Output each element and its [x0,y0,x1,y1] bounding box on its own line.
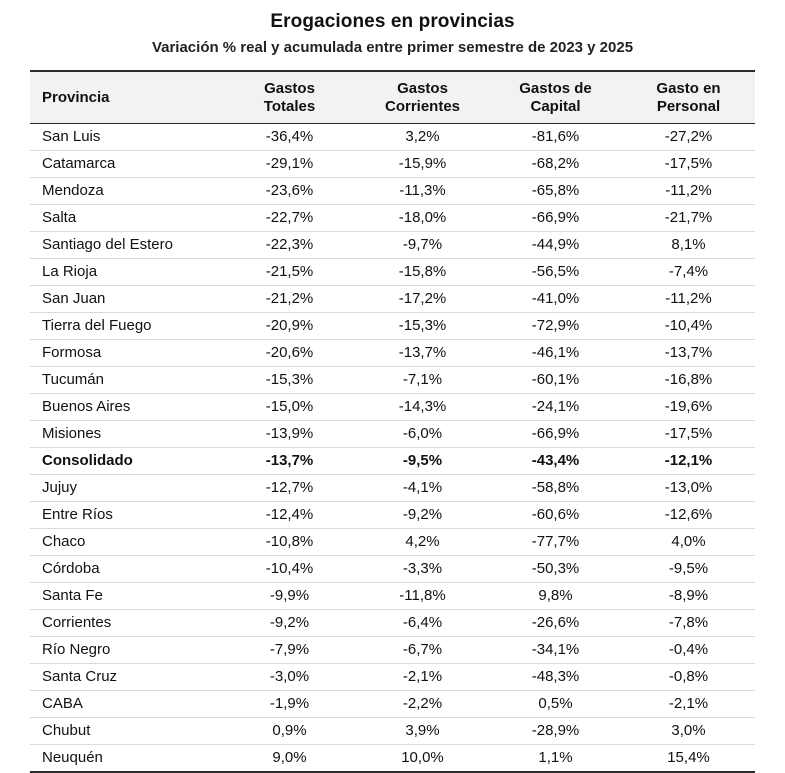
cell-gastos-totales: -21,5% [223,259,356,286]
cell-gastos-totales: -12,4% [223,502,356,529]
cell-gastos-capital: -66,9% [489,205,622,232]
table-row [30,610,755,637]
cell-gastos-totales: -23,6% [223,178,356,205]
cell-gastos-capital: -72,9% [489,313,622,340]
cell-gastos-corrientes: -9,2% [356,502,489,529]
cell-provincia: Consolidado [30,448,223,475]
cell-gastos-capital: -41,0% [489,286,622,313]
cell-gastos-totales: -7,9% [223,637,356,664]
cell-gasto-personal: 8,1% [622,232,755,259]
cell-provincia: Neuquén [30,745,223,773]
cell-gastos-totales: -22,7% [223,205,356,232]
table-header [30,71,755,124]
cell-gastos-totales: -36,4% [223,124,356,151]
cell-gasto-personal: 4,0% [622,529,755,556]
cell-gasto-personal: -11,2% [622,286,755,313]
table-body [30,124,755,773]
column-header-gastos-capital-line1: Gastos de [519,80,592,97]
cell-gastos-capital: -34,1% [489,637,622,664]
cell-gastos-totales: -9,2% [223,610,356,637]
table-row [30,556,755,583]
cell-provincia: Misiones [30,421,223,448]
table-row [30,529,755,556]
cell-gasto-personal: -9,5% [622,556,755,583]
cell-provincia: Salta [30,205,223,232]
cell-gasto-personal: -16,8% [622,367,755,394]
cell-gastos-corrientes: -2,2% [356,691,489,718]
cell-gastos-totales: -29,1% [223,151,356,178]
cell-gastos-totales: -3,0% [223,664,356,691]
table-row [30,421,755,448]
column-header-gastos-corrientes-line1: Gastos [397,80,448,97]
cell-gastos-corrientes: -15,8% [356,259,489,286]
column-header-provincia [30,71,223,124]
table-row [30,664,755,691]
table-row [30,502,755,529]
cell-gastos-corrientes: -6,0% [356,421,489,448]
table-row [30,367,755,394]
table-row [30,691,755,718]
column-header-gastos-totales-line1: Gastos [264,80,315,97]
cell-gasto-personal: -13,0% [622,475,755,502]
column-header-gasto-personal [622,71,755,124]
cell-gastos-capital: -28,9% [489,718,622,745]
table-row [30,124,755,151]
cell-gastos-capital: -66,9% [489,421,622,448]
cell-gastos-totales: -21,2% [223,286,356,313]
cell-gastos-corrientes: -14,3% [356,394,489,421]
cell-provincia: La Rioja [30,259,223,286]
cell-gasto-personal: 15,4% [622,745,755,773]
cell-gasto-personal: -8,9% [622,583,755,610]
cell-provincia: Córdoba [30,556,223,583]
cell-gastos-corrientes: -7,1% [356,367,489,394]
cell-gastos-capital: -60,1% [489,367,622,394]
cell-gastos-corrientes: -13,7% [356,340,489,367]
cell-gastos-corrientes: -15,3% [356,313,489,340]
table-row [30,448,755,475]
cell-provincia: Tucumán [30,367,223,394]
cell-gastos-capital: 1,1% [489,745,622,773]
cell-provincia: Chubut [30,718,223,745]
cell-gastos-capital: -48,3% [489,664,622,691]
table-container [30,70,755,773]
cell-gasto-personal: -0,4% [622,637,755,664]
cell-gastos-capital: -50,3% [489,556,622,583]
cell-provincia: Entre Ríos [30,502,223,529]
column-header-gastos-capital [489,71,622,124]
cell-gastos-corrientes: -6,7% [356,637,489,664]
cell-gasto-personal: -17,5% [622,151,755,178]
cell-provincia: Corrientes [30,610,223,637]
cell-gastos-corrientes: 4,2% [356,529,489,556]
table-header-row [30,71,755,124]
cell-gasto-personal: -7,8% [622,610,755,637]
cell-provincia: Buenos Aires [30,394,223,421]
column-header-gastos-corrientes-line2: Corrientes [384,97,461,115]
cell-gastos-corrientes: -15,9% [356,151,489,178]
cell-gastos-corrientes: -3,3% [356,556,489,583]
cell-gastos-capital: -26,6% [489,610,622,637]
cell-gasto-personal: -13,7% [622,340,755,367]
column-header-gastos-capital-line2: Capital [530,97,581,115]
cell-gasto-personal: -12,1% [622,448,755,475]
table-row [30,178,755,205]
cell-provincia: Jujuy [30,475,223,502]
cell-gastos-corrientes: -18,0% [356,205,489,232]
cell-gastos-totales: -22,3% [223,232,356,259]
cell-provincia: San Juan [30,286,223,313]
table-row [30,205,755,232]
cell-gastos-capital: -77,7% [489,529,622,556]
cell-gasto-personal: -0,8% [622,664,755,691]
column-header-gasto-personal-line2: Personal [656,97,721,115]
cell-gastos-capital: -58,8% [489,475,622,502]
page-title: Erogaciones en provincias [270,11,515,32]
column-header-provincia-line1: Provincia [42,88,110,106]
cell-gastos-capital: -68,2% [489,151,622,178]
cell-gasto-personal: -27,2% [622,124,755,151]
cell-gastos-corrientes: -2,1% [356,664,489,691]
cell-gastos-totales: -13,7% [223,448,356,475]
cell-gasto-personal: -12,6% [622,502,755,529]
cell-gastos-corrientes: -6,4% [356,610,489,637]
cell-gastos-corrientes: -9,7% [356,232,489,259]
table-row [30,394,755,421]
cell-gastos-capital: -81,6% [489,124,622,151]
cell-gastos-totales: -13,9% [223,421,356,448]
cell-gastos-totales: -12,7% [223,475,356,502]
table-row [30,286,755,313]
cell-provincia: Santa Cruz [30,664,223,691]
cell-provincia: Santiago del Estero [30,232,223,259]
cell-gastos-capital: 0,5% [489,691,622,718]
cell-provincia: Formosa [30,340,223,367]
cell-gastos-totales: -15,0% [223,394,356,421]
cell-provincia: Catamarca [30,151,223,178]
column-header-gastos-totales-line2: Totales [263,97,316,115]
cell-gastos-totales: 0,9% [223,718,356,745]
cell-provincia: San Luis [30,124,223,151]
cell-gastos-capital: -24,1% [489,394,622,421]
cell-gastos-totales: -1,9% [223,691,356,718]
table-row [30,745,755,773]
table-row [30,340,755,367]
cell-gastos-corrientes: -9,5% [356,448,489,475]
column-header-gasto-personal-line1: Gasto en [656,80,721,97]
column-header-gastos-corrientes [356,71,489,124]
cell-gastos-corrientes: 10,0% [356,745,489,773]
cell-gasto-personal: -10,4% [622,313,755,340]
cell-gastos-totales: -20,9% [223,313,356,340]
cell-gastos-capital: -46,1% [489,340,622,367]
cell-gasto-personal: -11,2% [622,178,755,205]
cell-gastos-capital: -56,5% [489,259,622,286]
table-row [30,259,755,286]
cell-provincia: Tierra del Fuego [30,313,223,340]
cell-gastos-totales: -9,9% [223,583,356,610]
table-row [30,313,755,340]
cell-gasto-personal: 3,0% [622,718,755,745]
cell-gastos-capital: -43,4% [489,448,622,475]
cell-gasto-personal: -17,5% [622,421,755,448]
table-row [30,637,755,664]
cell-gastos-capital: -60,6% [489,502,622,529]
cell-gastos-corrientes: -11,3% [356,178,489,205]
cell-provincia: Chaco [30,529,223,556]
page-subtitle: Variación % real y acumulada entre primer semestre de 2023 y 2025 [151,39,634,56]
table-row [30,718,755,745]
cell-provincia: Santa Fe [30,583,223,610]
cell-gasto-personal: -21,7% [622,205,755,232]
cell-gastos-totales: 9,0% [223,745,356,773]
cell-gastos-corrientes: -4,1% [356,475,489,502]
cell-gastos-corrientes: -11,8% [356,583,489,610]
column-header-gastos-totales [223,71,356,124]
table-row [30,232,755,259]
provinces-expenditure-table [30,70,755,773]
cell-gasto-personal: -2,1% [622,691,755,718]
cell-gastos-totales: -10,8% [223,529,356,556]
table-row [30,475,755,502]
cell-gastos-corrientes: 3,2% [356,124,489,151]
cell-gastos-corrientes: -17,2% [356,286,489,313]
document-page [0,11,785,767]
table-row [30,151,755,178]
cell-provincia: Mendoza [30,178,223,205]
cell-gastos-totales: -15,3% [223,367,356,394]
cell-gasto-personal: -19,6% [622,394,755,421]
cell-gastos-corrientes: 3,9% [356,718,489,745]
cell-gastos-capital: 9,8% [489,583,622,610]
cell-gastos-totales: -20,6% [223,340,356,367]
cell-gastos-capital: -65,8% [489,178,622,205]
cell-gastos-totales: -10,4% [223,556,356,583]
cell-provincia: CABA [30,691,223,718]
cell-gastos-capital: -44,9% [489,232,622,259]
cell-gasto-personal: -7,4% [622,259,755,286]
table-row [30,583,755,610]
cell-provincia: Río Negro [30,637,223,664]
